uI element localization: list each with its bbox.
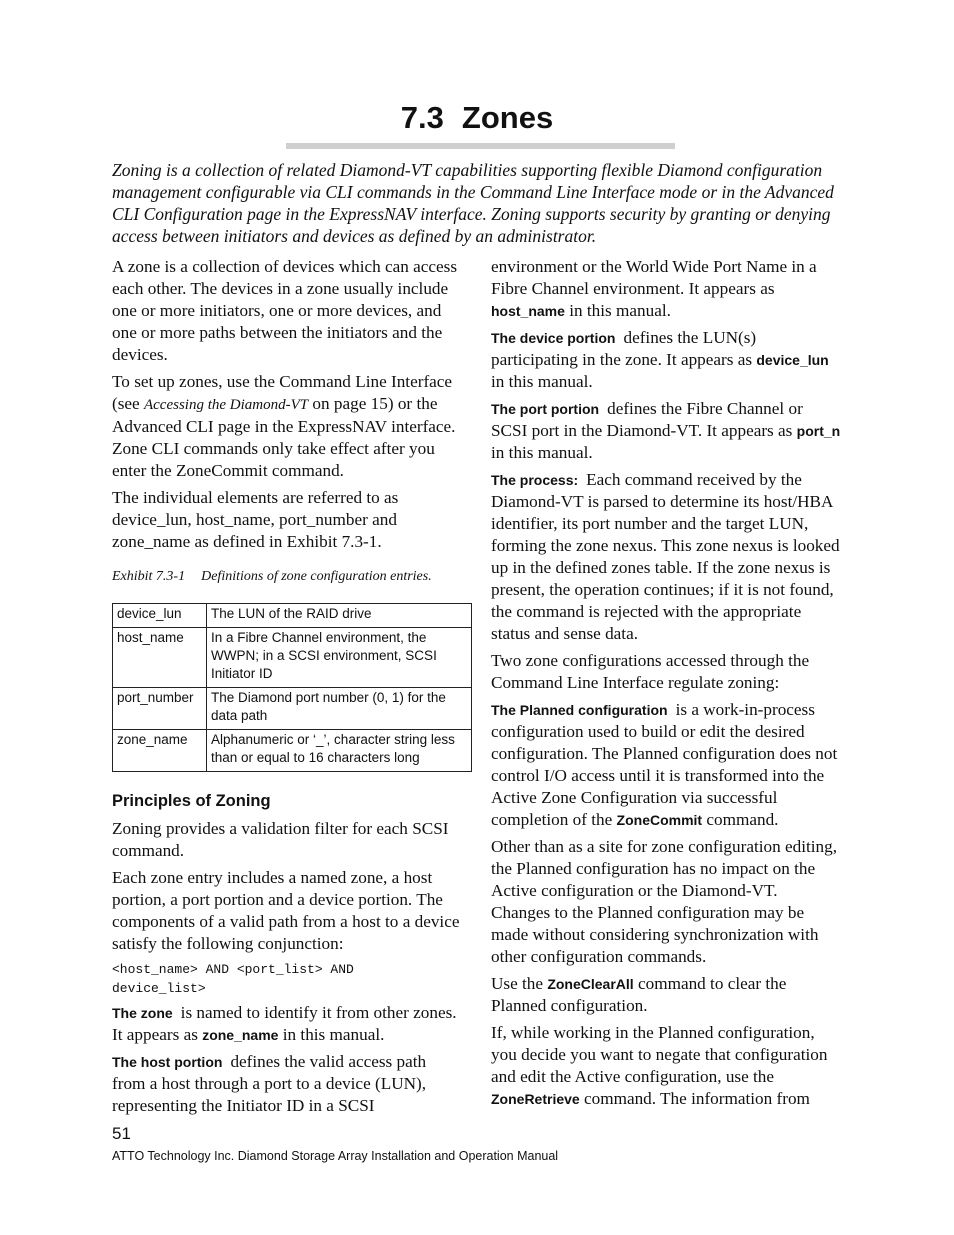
footer-text: ATTO Technology Inc. Diamond Storage Array Installation and Operation Manual <box>112 1149 559 1163</box>
setup-paragraph: To set up zones, use the Command Line Interface (see Accessing the Diamond-VT on page 15) or the Advanced CLI page in the ExpressNAV interface. Zone CLI commands only take effect after you enter the ZoneCommit command. <box>112 372 456 480</box>
title-rule <box>286 143 675 149</box>
two-configurations-paragraph: Two zone configurations accessed through the Command Line Interface regulate zoning: <box>491 651 810 692</box>
conjunction-code <box>112 960 462 998</box>
principles-heading: Principles of Zoning <box>112 792 271 810</box>
zoneclearall-paragraph: Use the ZoneClearAll command to clear the Planned configuration. <box>491 974 787 1015</box>
table-value: The Diamond port number (0, 1) for the data path <box>207 688 472 730</box>
keyword: port_n <box>796 423 841 439</box>
table-row <box>113 604 472 628</box>
run-in-heading: The host portion <box>112 1054 223 1070</box>
keyword: ZoneRetrieve <box>491 1091 580 1107</box>
code-line: <host_name> AND <port_list> AND <box>112 962 354 977</box>
table-value: Alphanumeric or ‘_’, character string less than or equal to 16 characters long <box>207 730 472 772</box>
exhibit-label: Exhibit 7.3-1 <box>112 569 186 584</box>
planned-configuration-paragraph: The Planned configuration is a work-in-process configuration used to build or edit the desired configuration. The Planned configuration does not control I/O access until it is transformed into the Active Zone Configuration via successful completion of the ZoneCommit command. <box>491 700 838 829</box>
table-row <box>113 628 472 688</box>
host-continued-paragraph: environment or the World Wide Port Name in a Fibre Channel environment. It appears as host_name in this manual. <box>491 257 817 320</box>
host-portion-paragraph: The host portion defines the valid access path from a host through a port to a device (LUN), representing the Initiator ID in a SCSI <box>112 1052 427 1115</box>
run-in-heading: The process: <box>491 472 579 488</box>
run-in-heading: The device portion <box>491 330 616 346</box>
keyword: device_lun <box>756 352 829 368</box>
zone-paragraph: The zone is named to identify it from other zones. It appears as zone_name in this manual. <box>112 1003 457 1044</box>
intro-paragraph: Zoning is a collection of related Diamond-VT capabilities supporting flexible Diamond configuration management configurable via CLI commands in the Command Line Interface mode or in the Advanced CLI Configuration page in the ExpressNAV interface. Zoning supports security by granting or denying access between initiators and devices as defined by an administrator. <box>112 160 834 246</box>
table-value: In a Fibre Channel environment, the WWPN; in a SCSI environment, SCSI Initiator ID <box>207 628 472 688</box>
definitions-table <box>112 603 472 772</box>
keyword: ZoneClearAll <box>547 976 634 992</box>
table-key: host_name <box>113 628 207 688</box>
keyword: zone_name <box>202 1027 279 1043</box>
exhibit-caption <box>112 567 462 587</box>
right-column <box>491 256 841 1115</box>
keyword: host_name <box>491 303 565 319</box>
run-in-heading: The port portion <box>491 401 600 417</box>
zone-definition-paragraph: A zone is a collection of devices which can access each other. The devices in a zone usually include one or more initiators, one or more devices, and one or more paths between the initiators and the devices. <box>112 257 458 364</box>
run-in-heading: The zone <box>112 1005 173 1021</box>
keyword: ZoneCommit <box>616 812 703 828</box>
zoneretrieve-paragraph: If, while working in the Planned configuration, you decide you want to negate that configuration and edit the Active configuration, use the ZoneRetrieve command. The information from <box>491 1023 828 1108</box>
code-line: device_list> <box>112 981 206 996</box>
run-in-heading: The Planned configuration <box>491 702 668 718</box>
page-number: 51 <box>112 1124 131 1143</box>
cross-reference-link[interactable]: Accessing the Diamond-VT <box>143 397 309 413</box>
exhibit-text: Definitions of zone configuration entries. <box>201 569 432 584</box>
port-portion-paragraph: The port portion defines the Fibre Channel or SCSI port in the Diamond-VT. It appears as port_n in this manual. <box>491 399 841 462</box>
table-row <box>113 730 472 772</box>
section-number: 7.3 <box>400 100 444 135</box>
other-than-paragraph: Other than as a site for zone configuration editing, the Planned configuration has no impact on the Active configuration or the Diamond-VT. Changes to the Planned configuration may be made without considering synchronization with other configuration commands. <box>491 837 838 966</box>
device-portion-paragraph: The device portion defines the LUN(s) participating in the zone. It appears as device_lun in this manual. <box>491 328 829 391</box>
table-value: The LUN of the RAID drive <box>207 604 472 628</box>
table-key: zone_name <box>113 730 207 772</box>
validation-paragraph: Zoning provides a validation filter for each SCSI command. <box>112 819 449 860</box>
table-key: port_number <box>113 688 207 730</box>
table-key: device_lun <box>113 604 207 628</box>
table-row <box>113 688 472 730</box>
section-name: Zones <box>461 100 554 135</box>
left-column <box>112 256 462 1122</box>
zone-entry-paragraph: Each zone entry includes a named zone, a host portion, a port portion and a device portion. The components of a valid path from a host to a device satisfy the following conjunction: <box>112 868 460 953</box>
process-paragraph: The process: Each command received by the Diamond-VT is parsed to determine its host/HBA identifier, its port number and the target LUN, forming the zone nexus. This zone nexus is looked up in the defined zones table. If the zone nexus is present, the operation continues; if it is not found, the command is rejected with the appropriate status and sense data. <box>491 470 840 643</box>
section-title <box>0 98 954 138</box>
elements-paragraph: The individual elements are referred to as device_lun, host_name, port_number and zone_name as defined in Exhibit 7.3-1. <box>112 488 399 551</box>
